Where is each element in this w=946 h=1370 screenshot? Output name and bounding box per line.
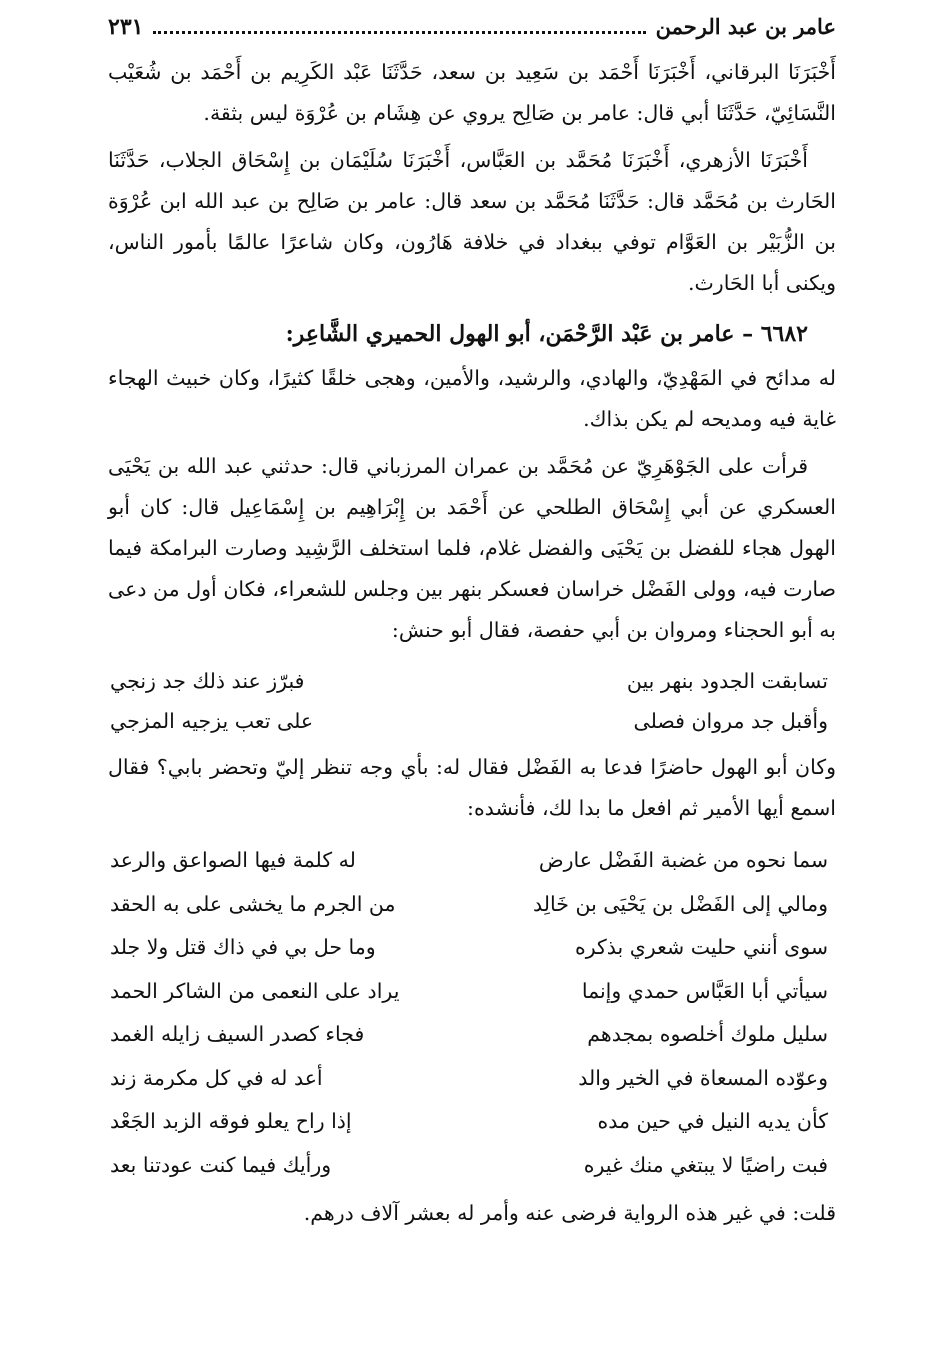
verse [108, 661, 836, 701]
verse [108, 1057, 836, 1101]
verse-first-hemistich: سليل ملوك أخلصوه بمجدهم [587, 1022, 828, 1046]
page-number: ٢٣١ [108, 14, 144, 40]
verse-first-hemistich: كأن يديه النيل في حين مده [597, 1109, 828, 1133]
paragraph-narration: قرأت على الجَوْهَرِيّ عن مُحَمَّد بن عمران المرزباني قال: حدثني عبد الله بن يَحْيَى العسكري عن أبي إِسْحَاق الطلحي عن أَحْمَد بن إِبْرَاهِيم بن إِسْمَاعِيل قال: كان أبو الهول هجاء للفضل بن يَحْيَى والفضل غلام، فلما استخلف الرَّشِيد وصارت البرامكة فيما صارت فيه، وولى الفَضْل خراسان فعسكر بنهر بين وجلس للشعراء، فكان أول من دعى به أبو الحجناء ومروان بن أبي حفصة، فقال أبو حنش: [108, 454, 836, 642]
verse-second-hemistich: يراد على النعمى من الشاكر الحمد [110, 978, 400, 1003]
page [108, 14, 836, 1240]
poem-abu-hanash [108, 661, 836, 741]
verse-second-hemistich: على تعب يزجيه المزجي [110, 709, 314, 733]
verse-second-hemistich: إذا راح يعلو فوقه الزبد الجَعْد [110, 1109, 352, 1133]
verse-second-hemistich: أعد له في كل مكرمة زند [110, 1065, 323, 1090]
verse-second-hemistich: له كلمة فيها الصواعق والرعد [110, 848, 356, 872]
paragraph-abu-alhawl: وكان أبو الهول حاضرًا فدعا به الفَضْل فقال له: بأي وجه تنظر إليّ وتحضر بابي؟ فقال اسمع أيها الأمير ثم افعل ما بدا لك، فأنشده: [108, 755, 836, 820]
verse [108, 926, 836, 970]
verse-first-hemistich: فبت راضيًا لا يبتغي منك غيره [583, 1152, 828, 1177]
verse-first-hemistich: سيأتي أبا العَبَّاس حمدي وإنما [581, 978, 828, 1003]
verse-first-hemistich: تسابقت الجدود بنهر بين [626, 669, 828, 693]
verse-second-hemistich: فبرّز عند ذلك جد زنجي [110, 669, 305, 693]
paragraph-isnad-2: أَخْبَرَنَا الأزهري، أَخْبَرَنَا مُحَمَّد بن العَبَّاس، أَخْبَرَنَا سُلَيْمَان بن إِسْحَاق الجلاب، حَدَّثَنَا الحَارث بن مُحَمَّد قال: حَدَّثَنَا مُحَمَّد بن سعد قال: عامر بن صَالِح بن عبد الله ابن عُرْوَة بن الزُّبَيْر بن العَوَّام توفي ببغداد في خلافة هَارُون، وكان شاعرًا عالمًا بأمور الناس، ويكنى أبا الحَارث. [108, 148, 836, 295]
verse [108, 701, 836, 741]
entry-title: ٦٦٨٢ – عامر بن عَبْد الرَّحْمَن، أبو الهول الحميري الشَّاعِر: [285, 321, 808, 347]
verse-first-hemistich: ومالي إلى الفَضْل بن يَحْيَى بن خَالِد [533, 891, 828, 916]
verse [108, 839, 836, 883]
header-leader-dots [153, 19, 645, 34]
verse-first-hemistich: سوى أنني حليت شعري بذكره [574, 935, 828, 959]
running-title: عامر بن عبد الرحمن [655, 14, 836, 39]
verse-first-hemistich: سما نحوه من غضبة الفَضْل عارض [538, 848, 828, 872]
closing-note: قلت: في غير هذه الرواية فرضى عنه وأمر له بعشر آلاف درهم. [303, 1201, 836, 1225]
verse-second-hemistich: وما حل بي في ذاك قتل ولا جلد [110, 935, 376, 959]
verse-second-hemistich: من الجرم ما يخشى على به الحقد [110, 891, 396, 916]
verse [108, 1144, 836, 1188]
verse [108, 1013, 836, 1057]
paragraph-isnad-1: أَخْبَرَنَا البرقاني، أَخْبَرَنَا أَحْمَد بن سَعِيد بن سعد، حَدَّثَنَا عَبْد الكَرِيم بن أَحْمَد بن شُعَيْب النَّسَائِيّ، حَدَّثَنَا أبي قال: عامر بن صَالِح يروي عن هِشَام بن عُرْوَة ليس بثقة. [108, 60, 836, 125]
running-header [108, 14, 836, 52]
verse-second-hemistich: فجاء كصدر السيف زايله الغمد [110, 1022, 365, 1046]
verse-first-hemistich: وأقبل جد مروان فصلى [633, 709, 828, 733]
poem-abu-alhawl [108, 839, 836, 1187]
verse [108, 883, 836, 927]
verse-second-hemistich: ورأيك فيما كنت عودتنا بعد [110, 1152, 332, 1177]
verse [108, 970, 836, 1014]
paragraph-bio: له مدائح في المَهْدِيّ، والهادي، والرشيد، والأمين، وهجى خلقًا كثيرًا، وكان خبيث الهجاء غاية فيه ومديحه لم يكن بذاك. [108, 366, 836, 431]
verse-first-hemistich: وعوّده المسعاة في الخير والد [578, 1065, 828, 1090]
verse [108, 1100, 836, 1144]
